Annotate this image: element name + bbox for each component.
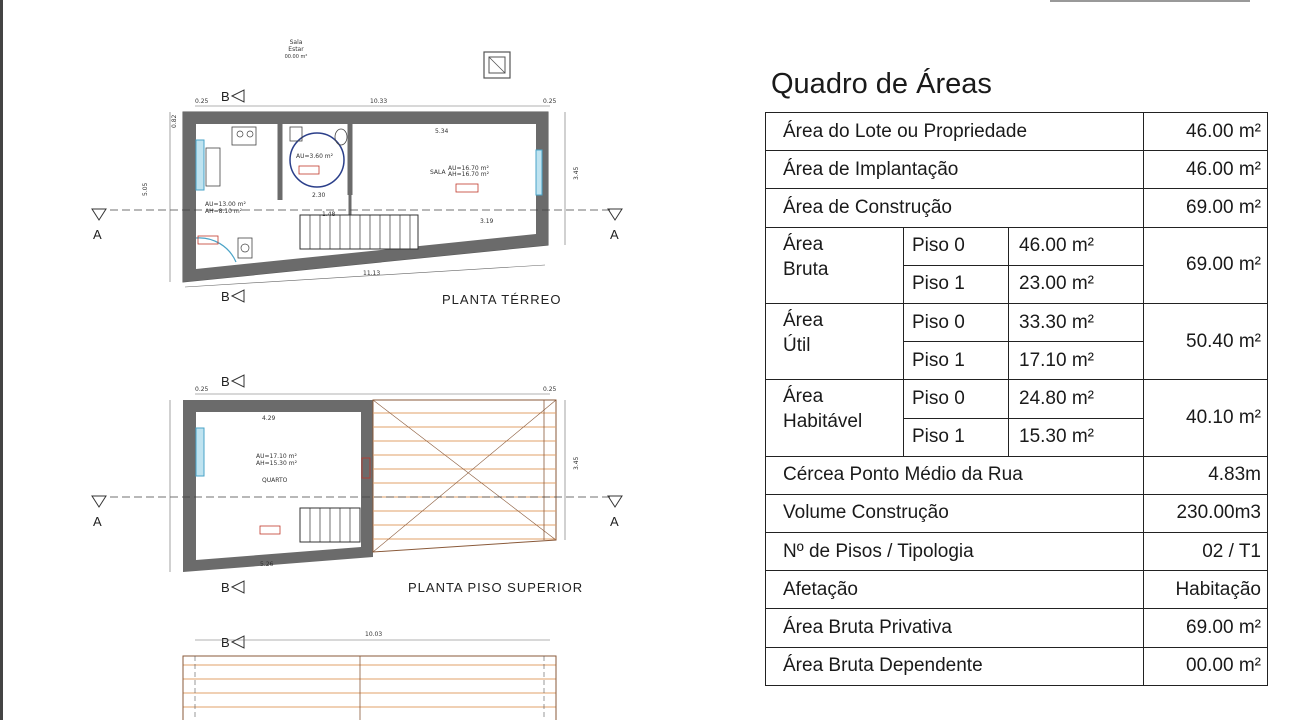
floor-label: Piso 1 <box>904 342 1009 380</box>
floor-label: Piso 1 <box>904 418 1009 456</box>
row-label: Cércea Ponto Médio da Rua <box>766 456 1144 494</box>
floor-label: Piso 1 <box>904 265 1009 303</box>
group-label <box>766 380 904 456</box>
table-row <box>766 113 1268 151</box>
table-row <box>766 151 1268 189</box>
room-quarto: QUARTO <box>262 477 288 484</box>
group-total: 69.00 m² <box>1144 227 1268 303</box>
section-a-right-ground: A <box>610 227 619 242</box>
plan-ground-title: PLANTA TÉRREO <box>442 292 562 307</box>
floor-label: Piso 0 <box>904 303 1009 341</box>
row-value: 69.00 m² <box>1144 609 1268 647</box>
plan-ground-floor <box>92 89 622 307</box>
room-sala: SALA <box>430 169 446 176</box>
row-value: Habitação <box>1144 571 1268 609</box>
plan-upper-floor <box>92 374 622 595</box>
row-value: 230.00m3 <box>1144 494 1268 532</box>
north-symbol <box>484 52 510 78</box>
dim-534: 5.34 <box>435 128 449 135</box>
plan-upper-title: PLANTA PISO SUPERIOR <box>408 580 584 595</box>
dim-left-082: 0.82 <box>171 114 178 128</box>
plan-roof <box>183 631 556 720</box>
floor-value: 24.80 m² <box>1009 380 1144 418</box>
row-value: 00.00 m² <box>1144 647 1268 685</box>
sala-legend-sub: Estar <box>288 46 304 53</box>
table-row <box>766 456 1268 494</box>
dim-429: 4.29 <box>262 415 276 422</box>
sala-legend-area: 00.00 m² <box>284 54 308 60</box>
table-row <box>766 647 1268 685</box>
row-value: 46.00 m² <box>1144 151 1268 189</box>
row-label: Afetação <box>766 571 1144 609</box>
table-row <box>766 494 1268 532</box>
room-quarto-ah: AH=15.30 m² <box>256 460 297 467</box>
row-label: Nº de Pisos / Tipologia <box>766 533 1144 571</box>
row-value: 46.00 m² <box>1144 113 1268 151</box>
section-b-bottom: B <box>221 289 230 304</box>
sheet-top-mark <box>1050 0 1250 2</box>
dim-upper-345: 3.45 <box>573 456 580 470</box>
room-quarto-au: AU=17.10 m² <box>256 453 297 460</box>
row-label: Área Bruta Privativa <box>766 609 1144 647</box>
table-row <box>766 533 1268 571</box>
dim-bottom-1113: 11.13 <box>363 270 381 277</box>
floor-label: Piso 0 <box>904 227 1009 265</box>
dim-148: 1.48 <box>322 211 336 218</box>
floor-value: 46.00 m² <box>1009 227 1144 265</box>
sala-legend-label: Sala <box>289 39 303 46</box>
section-b-top: B <box>221 89 230 104</box>
room-wc-au: AU=3.60 m² <box>296 153 334 160</box>
floor-value: 23.00 m² <box>1009 265 1144 303</box>
group-label-line1: Área <box>783 309 824 331</box>
areas-table <box>765 112 1268 686</box>
row-label: Área do Lote ou Propriedade <box>766 113 1144 151</box>
room-sala-au: AU=16.70 m² <box>448 165 489 172</box>
dim-319: 3.19 <box>480 218 494 225</box>
dim-top-total: 10.33 <box>370 98 388 105</box>
table-row <box>766 609 1268 647</box>
room-cozinha-au: AU=13.00 m² <box>205 201 246 208</box>
floor-value: 15.30 m² <box>1009 418 1144 456</box>
row-value: 02 / T1 <box>1144 533 1268 571</box>
group-label-line1: Área <box>783 233 824 255</box>
group-total: 40.10 m² <box>1144 380 1268 456</box>
row-label: Volume Construção <box>766 494 1144 532</box>
dim-top-left: 0.25 <box>195 98 209 105</box>
section-a-right-upper: A <box>610 514 619 529</box>
row-value: 4.83m <box>1144 456 1268 494</box>
table-row <box>766 189 1268 227</box>
group-label-line2: Habitável <box>783 411 863 433</box>
section-b-bottom-upper: B <box>221 580 230 595</box>
room-cozinha-ah: AH=8.10 m² <box>205 208 243 215</box>
table-row <box>766 303 1268 341</box>
row-value: 69.00 m² <box>1144 189 1268 227</box>
areas-table-title: Quadro de Áreas <box>771 68 992 100</box>
section-b-top-upper: B <box>221 374 230 389</box>
group-label <box>766 303 904 379</box>
group-label-line1: Área <box>783 386 824 408</box>
dim-230: 2.30 <box>312 192 326 199</box>
dim-526: 5.26 <box>260 561 274 568</box>
dim-left-505: 5.05 <box>142 182 149 196</box>
floor-value: 33.30 m² <box>1009 303 1144 341</box>
row-label: Área de Construção <box>766 189 1144 227</box>
group-label-line2: Bruta <box>783 258 829 280</box>
group-total: 50.40 m² <box>1144 303 1268 379</box>
table-row <box>766 380 1268 418</box>
table-row <box>766 571 1268 609</box>
row-label: Área de Implantação <box>766 151 1144 189</box>
row-label: Área Bruta Dependente <box>766 647 1144 685</box>
dim-roof-1003: 10.03 <box>365 631 383 638</box>
floor-label: Piso 0 <box>904 380 1009 418</box>
dim-right-345: 3.45 <box>573 166 580 180</box>
group-label <box>766 227 904 303</box>
section-a-left-upper: A <box>93 514 102 529</box>
group-label-line2: Útil <box>783 334 811 356</box>
section-a-left-ground: A <box>93 227 102 242</box>
dim-upper-top-right: 0.25 <box>543 386 557 393</box>
floor-value: 17.10 m² <box>1009 342 1144 380</box>
dim-upper-top-left: 0.25 <box>195 386 209 393</box>
room-sala-ah: AH=16.70 m² <box>448 171 489 178</box>
dim-top-right: 0.25 <box>543 98 557 105</box>
table-row <box>766 227 1268 265</box>
section-b-roof: B <box>221 635 230 650</box>
